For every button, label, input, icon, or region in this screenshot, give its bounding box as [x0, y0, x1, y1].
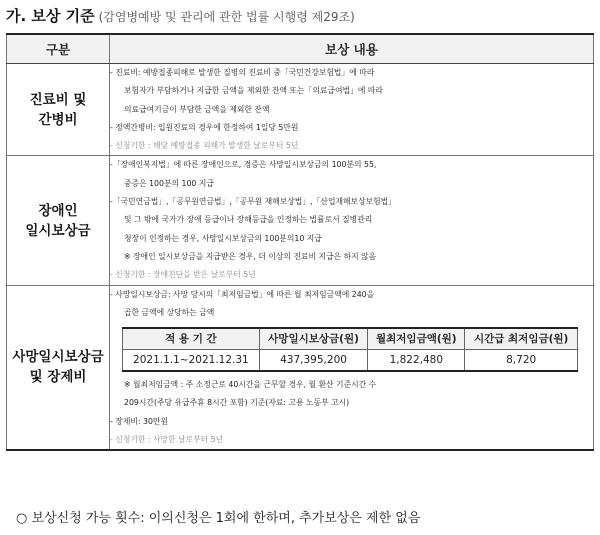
deadline-line: - 신청기한 : 해당 예방접종 피해가 발생한 날로부터 5년 [110, 141, 299, 151]
table-header-row [7, 34, 594, 64]
header-content: 보상 내용 [110, 34, 594, 64]
category-line: 진료비 및 [29, 91, 87, 108]
category-death [7, 285, 110, 450]
content-line: 곱한 금액에 상당하는 금액 [124, 307, 215, 317]
table-row-death [7, 285, 594, 450]
wage-header-monthly: 월최저임금액(원) [368, 328, 465, 350]
content-line: 의료급여기금이 부담한 금액을 제외한 잔액 [124, 104, 270, 114]
wage-cell-death-comp: 437,395,200 [259, 350, 368, 372]
wage-header-period: 적 용 기 간 [123, 328, 260, 350]
compensation-table [6, 33, 594, 451]
content-death [110, 285, 594, 450]
section-title-main: 가. 보상 기준 [6, 7, 95, 25]
category-line: 장애인 [38, 202, 78, 219]
wage-table-header-row [123, 328, 578, 350]
note-line: ※ 장애인 일시보상금을 지급받은 경우, 더 이상의 진료비 지급은 하지 않음 [124, 251, 377, 261]
category-line: 일시보상금 [25, 222, 91, 239]
category-line: 간병비 [38, 111, 78, 128]
deadline-line: - 신청기한 : 사망한 날로부터 5년 [110, 435, 224, 445]
wage-cell-hourly: 8,720 [465, 350, 578, 372]
section-title [6, 4, 355, 28]
category-line: 및 장제비 [29, 369, 87, 386]
content-disability [110, 156, 594, 285]
note-line: ※ 월최저임금액 : 주 소정근로 40시간을 근무할 경우, 월 환산 기준시간 수 [124, 380, 377, 390]
content-medical [110, 64, 594, 156]
category-medical [7, 64, 110, 156]
category-disability [7, 156, 110, 285]
content-line: - 정액간병비: 입원진료의 경우에 한정하여 1일당 5만원 [110, 122, 299, 132]
content-line: - 사망일시보상금: 사망 당시의「최저임금법」에 따른 월 최저임금액에 240을 [110, 289, 375, 299]
content-line: -「장애인복지법」에 따른 장애인으로, 경증은 사망일시보상금의 100분의 55, [110, 160, 377, 170]
header-category: 구분 [7, 34, 110, 64]
content-line: - 진료비: 예방접종피해로 발생한 질병의 진료비 중「국민건강보험법」에 따라 [110, 68, 375, 77]
category-line: 사망일시보상금 [12, 349, 104, 366]
wage-cell-period: 2021.1.1~2021.12.31 [123, 350, 260, 372]
content-line: 중증은 100분의 100 지급 [124, 178, 214, 188]
note-line: 209시간(주당 유급주휴 8시간 포함) 기준(자료: 고용 노동부 고시) [124, 398, 350, 408]
table-row-medical [7, 64, 594, 156]
wage-table-row [123, 350, 578, 372]
table-row-disability [7, 156, 594, 285]
wage-header-death-comp: 사망일시보상금(원) [259, 328, 368, 350]
deadline-line: - 신청기한 : 장애진단을 받은 날로부터 5년 [110, 270, 256, 280]
application-count-note: ○ 보상신청 가능 횟수: 이의신청은 1회에 한하며, 추가보상은 제한 없음 [16, 511, 421, 526]
minimum-wage-table [122, 327, 578, 372]
content-line: 보험자가 부담하거나 지급한 금액을 제외한 잔액 또는「의료급여법」에 따라 [124, 86, 383, 96]
content-line: 청장이 인정하는 경우, 사망일시보상금의 100분의10 지급 [124, 233, 322, 243]
content-line: - 장제비: 30만원 [110, 416, 168, 426]
wage-cell-monthly: 1,822,480 [368, 350, 465, 372]
wage-header-hourly: 시간급 최저임금(원) [465, 328, 578, 350]
section-title-sub: (감염병예방 및 관리에 관한 법률 시행령 제29조) [98, 10, 355, 24]
content-line: -「국민연금법」,「공무원연금법」,「공무원 재해보상법」,「산업재해보상보험법」 [110, 197, 396, 207]
content-line: 및 그 밖에 국가가 장애 등급이나 장해등급을 인정하는 법률로서 질병관리 [124, 215, 373, 225]
